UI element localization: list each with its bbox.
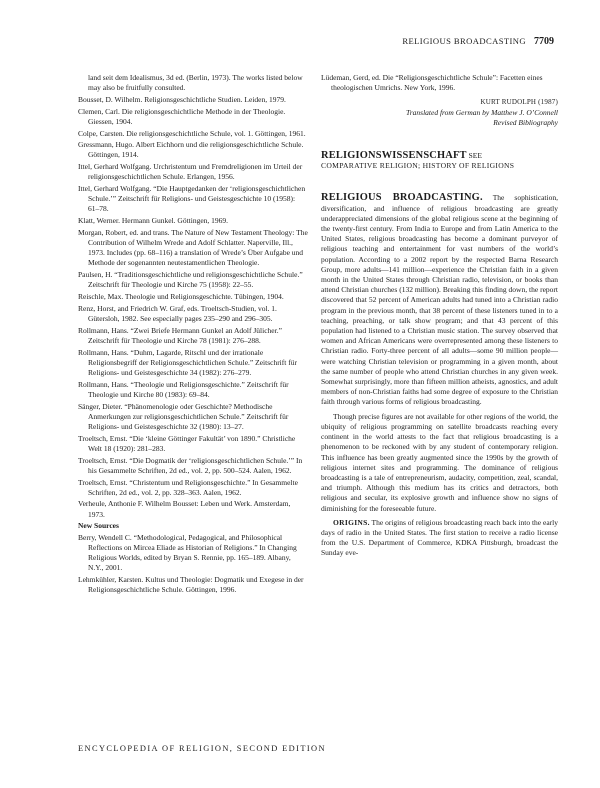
bibliography-entry: Reischle, Max. Theologie und Religionsgeschichte. Tübingen, 1904. bbox=[78, 292, 284, 302]
bibliography-entry: Rollmann, Hans. “Theologie und Religionsgeschichte.” Zeitschrift für Theologie und Kirche 80 (1983): 69–84. bbox=[78, 379, 289, 399]
bibliography-entry: Klatt, Werner. Hermann Gunkel. Göttingen, 1969. bbox=[78, 216, 229, 226]
bibliography-entry: Renz, Horst, and Friedrich W. Graf, eds. Troeltsch-Studien, vol. 1. Gütersloh, 1982. See especially pages 235–290 and 296–305. bbox=[78, 303, 277, 323]
bibliography-entry: Berry, Wendell C. “Methodological, Pedagogical, and Philosophical Reflections on Mircea Eliade as Historian of Religions.” In Changing Religious Worlds, edited by Bryan S. Rennie, pp. 165–189. Albany, N.Y., 2001. bbox=[78, 532, 297, 573]
page-footer: ENCYCLOPEDIA OF RELIGION, SECOND EDITION bbox=[78, 744, 326, 753]
bibliography-entry: Gressmann, Hugo. Albert Eichhorn und die religionsgeschichtliche Schule. Göttingen, 1914. bbox=[78, 140, 304, 160]
bibliography-entry: Colpe, Carsten. Die religionsgeschichtliche Schule, vol. 1. Göttingen, 1961. bbox=[78, 128, 306, 138]
bibliography-entry: Verheule, Anthonie F. Wilhelm Bousset: Leben und Werk. Amsterdam, 1973. bbox=[78, 499, 291, 519]
left-column bbox=[78, 73, 308, 597]
article-paragraph-text: The origins of religious broadcasting reach back into the early days of radio in the United States. The first station to receive a radio license from the U.S. Department of Commerce, KDKA Pittsburgh, broadcast the Sunday eve- bbox=[321, 517, 558, 558]
article-paragraph: Though precise figures are not available for other regions of the world, the ubiquity of religious programming on satellite broadcasts reaching every continent in the world attests to the fact that religious broadcasting is a phenomenon to be reckoned with by any student of contemporary religion. This influence has been greatly augmented since the 1990s by the growth of religious internet sites and programming. The dominance of religious broadcasting is a tale of entrepreneurism, audacity, competition, zeal, scandal, and triumph. Although this medium has its critics and detractors, both religious and secular, its explosive growth and influence show no signs of diminishing for the foreseeable future. bbox=[321, 411, 558, 513]
bibliography-entry: Clemen, Carl. Die religionsgeschichtliche Methode in der Theologie. Giessen, 1904. bbox=[78, 106, 286, 126]
bibliography-entry: land seit dem Idealismus, 3d ed. (Berlin, 1973). The works listed below may also be fruitfully consulted. bbox=[88, 73, 303, 93]
bibliography-entry: Lüdeman, Gerd, ed. Die “Religionsgeschichtliche Schule”: Facetten eines theologischen Umrichs. New York, 1996. bbox=[321, 73, 543, 93]
bibliography-entry: Ittel, Gerhard Wolfgang. Urchristentum und Fremdreligionen im Urteil der religionsgeschichtlichen Schule. Erlangen, 1956. bbox=[78, 162, 303, 182]
author-signature: KURT RUDOLPH (1987) bbox=[480, 98, 558, 107]
cross-reference-entry bbox=[321, 151, 558, 171]
bibliography-entry: Bousset, D. Wilhelm. Religionsgeschichtliche Studien. Leiden, 1979. bbox=[78, 94, 286, 104]
revision-note: Revised Bibliography bbox=[493, 117, 558, 127]
new-sources-list bbox=[78, 533, 308, 596]
translator-credit: Translated from German by Matthew J. O’Connell bbox=[405, 107, 558, 117]
bibliography-entry: Troeltsch, Ernst. “Die Dogmatik der ‘religionsgeschichtlichen Schule.’” In his Gesammelte Schriften, 2d ed., vol. 2, pp. 500–524. Aalen, 1962. bbox=[78, 455, 303, 475]
bibliography-entry: Rollmann, Hans. “Duhm, Lagarde, Ritschl und der irrationale Religionsbegriff der Religionsgeschichtlichen Schule.” Zeitschrift für Religions- und Geistesgeschichte 34 (1982): 276–279. bbox=[78, 347, 297, 377]
bibliography-entry: Ittel, Gerhard Wolfgang. “Die Hauptgedanken der ‘religionsgeschichtlichen Schule.’” Zeitschrift für Religions- und Geistesgeschichte 10 (1958): 61–78. bbox=[78, 184, 306, 214]
article-title: RELIGIOUS BROADCASTING. bbox=[321, 192, 483, 204]
bibliography-entry: Troeltsch, Ernst. “Christentum und Religionsgeschichte.” In Gesammelte Schriften, 2d ed., vol. 2, pp. 328–363. Aalen, 1962. bbox=[78, 477, 298, 497]
bibliography-entry: Sänger, Dieter. “Phänomenologie oder Geschichte? Methodische Anmerkungen zur religionsgeschichtlichen Schule.” Zeitschrift für Religions- und Geistesgeschichte 32 (1980): 13–27. bbox=[78, 401, 289, 431]
see-label: SEE bbox=[468, 151, 483, 161]
new-sources-heading: New Sources bbox=[78, 521, 119, 531]
article-religious-broadcasting bbox=[321, 193, 558, 407]
running-head bbox=[402, 36, 554, 47]
bibliography-entry: Morgan, Robert, ed. and trans. The Nature of New Testament Theology: The Contribution of Wilhelm Wrede and Adolf Schlatter. Naperville, Ill., 1973. Includes (pp. 68–116) a translation of Wrede’s Über Aufgabe und Methode der sogenannten neutestamentlichen Theologie. bbox=[78, 227, 308, 268]
right-column bbox=[321, 73, 558, 559]
bibliography-entry: Troeltsch, Ernst. “Die ‘kleine Göttinger Fakultät’ von 1890.” Christliche Welt 18 (1920): 281–283. bbox=[78, 433, 296, 453]
article-paragraph: The sophistication, diversification, and influence of religious broadcasting are greatly underappreciated dimensions of the global religious scene at the beginning of the twenty-first century. From India to Europe and from Latin America to the United States, religious broadcasting has become a dominant purveyor of religious teaching and entertainment for vast numbers of the world’s population. According to a 2002 report by the respected Barna Research Group, more adults—141 million—experience the Christian faith in a given month in the United States through Christian radio, television, or books than attend Christian churches (132 million). Breaking this finding down, the report discovered that 52 percent of American adults had tuned into a Christian radio program in the previous month, that 38 percent of these listeners tuned in to a teaching, preaching, or talk show program; and that 43 percent of this population had listened to a Christian music station. The survey observed that women and African Americans were overrepresented among these listeners to Christian radio. Forty-three percent of all adults—some 90 million people—were watching Christian television or programming in a given month, about the same number of people who attend Christian churches in any given week. Somewhat surprisingly, more than fifteen million atheists, agnostics, and adult members of non-Christian faiths had some degree of exposure to the Christian faith through various forms of religious broadcasting. bbox=[321, 193, 558, 407]
page-number: 7709 bbox=[534, 36, 554, 47]
bibliography-entry: Rollmann, Hans. “Zwei Briefe Hermann Gunkel an Adolf Jülicher.” Zeitschrift für Theologie und Kirche 78 (1981): 276–288. bbox=[78, 325, 282, 345]
see-target: COMPARATIVE RELIGION; HISTORY OF RELIGIONS bbox=[321, 161, 515, 171]
section-subheading: ORIGINS. bbox=[333, 517, 370, 527]
running-head-title: RELIGIOUS BROADCASTING bbox=[402, 36, 526, 46]
bibliography-entry: Lehmkühler, Karsten. Kultus und Theologie: Dogmatik und Exegese in der Religionsgeschichtliche Schule. Göttingen, 1996. bbox=[78, 574, 304, 595]
bibliography-list bbox=[78, 73, 308, 520]
article-paragraph-origins bbox=[321, 518, 558, 559]
cross-reference-title: RELIGIONSWISSENSCHAFT bbox=[321, 150, 467, 162]
bibliography-entry: Paulsen, H. “Traditionsgeschichtliche und religionsgeschichtliche Schule.” Zeitschrift für Theologie und Kirche 75 (1958): 22–55. bbox=[78, 270, 303, 290]
